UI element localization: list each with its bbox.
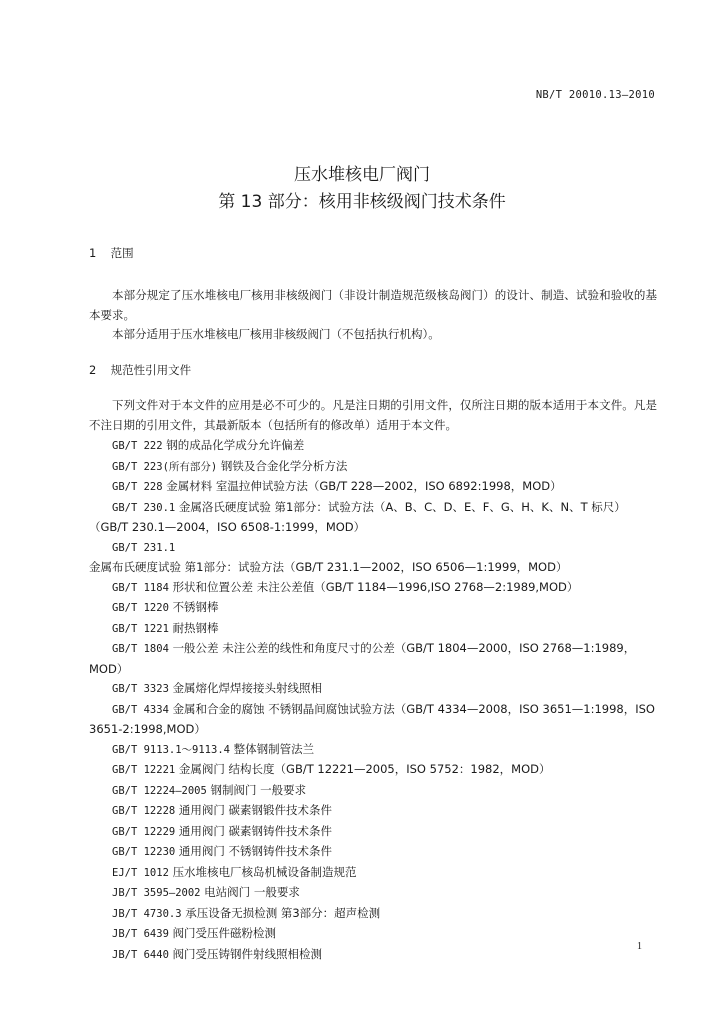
reference-code: GB/T 12224—2005 (112, 784, 207, 797)
reference-item (89, 801, 657, 822)
reference-title: 通用阀门 碳素钢铸件技术条件 (178, 823, 333, 838)
section-number: 2 (89, 363, 97, 377)
reference-item (89, 822, 657, 843)
reference-title: 耐热钢棒 (172, 620, 219, 635)
reference-title: 钢铁及合金化学分析方法 (220, 458, 348, 473)
reference-title: 金属阀门 结构长度（GB/T 12221—2005，ISO 5752：1982，MOD） (178, 762, 551, 776)
reference-title: 金属熔化焊焊接接头射线照相 (172, 681, 323, 695)
reference-title: 阀门受压铸钢件射线照相检测 (172, 946, 323, 961)
reference-title: 电站阀门 一般要求 (204, 885, 300, 899)
scope-paragraphs (89, 286, 657, 345)
reference-code: GB/T 12229 (112, 825, 176, 838)
reference-item (89, 781, 657, 802)
reference-item (89, 578, 657, 599)
reference-code: GB/T 222 (112, 440, 163, 452)
reference-title: 钢制阀门 一般要求 (210, 782, 307, 797)
reference-item (89, 760, 657, 781)
reference-item (89, 457, 657, 478)
reference-title: 通用阀门 碳素钢锻件技术条件 (178, 803, 333, 817)
reference-item (89, 945, 657, 966)
reference-title: 承压设备无损检测 第3部分：超声检测 (185, 905, 381, 920)
reference-title: 整体钢制管法兰 (233, 741, 315, 756)
reference-title: 金属和合金的腐蚀 不锈钢晶间腐蚀试验方法（GB/T 4334—2008，ISO 3651—1:1998，ISO 3651-2:1998,MOD） (89, 701, 655, 736)
reference-code: GB/T 231.1 (112, 541, 176, 554)
reference-item (89, 498, 657, 538)
reference-code: GB/T 230.1 (112, 501, 176, 514)
reference-title: 一般公差 未注公差的线性和角度尺寸的公差（GB/T 1804—2000，ISO 2768—1:1989，MOD） (89, 641, 636, 676)
reference-code: GB/T 228 (112, 481, 163, 493)
reference-title: 不锈钢棒 (172, 600, 219, 614)
reference-title: 金属材料 室温拉伸试验方法（GB/T 228—2002，ISO 6892:1998，MOD） (166, 479, 562, 493)
reference-item (89, 924, 657, 945)
reference-code: GB/T 1184 (112, 581, 169, 594)
page-number: 1 (637, 941, 642, 952)
reference-item (89, 740, 657, 761)
reference-title: 压水堆核电厂核岛机械设备制造规范 (172, 864, 357, 879)
reference-item (89, 639, 657, 679)
reference-code: JB/T 6440 (112, 948, 169, 961)
document-title: 压水堆核电厂阀门 (294, 165, 430, 185)
reference-code: GB/T 12230 (112, 846, 176, 858)
reference-code: GB/T 3323 (112, 683, 169, 695)
reference-item (89, 842, 657, 863)
section-title: 范围 (110, 246, 134, 260)
reference-code: GB/T 9113.1～9113.4 (112, 743, 230, 756)
reference-item (89, 436, 657, 457)
reference-title: 通用阀门 不锈钢铸件技术条件 (178, 844, 333, 858)
reference-title: 形状和位置公差 未注公差值（GB/T 1184—1996,ISO 2768—2:1989,MOD） (172, 579, 579, 594)
reference-code: GB/T 1804 (112, 643, 169, 655)
reference-title: 钢的成品化学成分允许偏差 (166, 438, 305, 452)
reference-code: JB/T 4730.3 (112, 907, 182, 920)
reference-code: GB/T 223(所有部分) (112, 460, 218, 473)
reference-code: GB/T 1221 (112, 622, 169, 635)
paragraph: 本部分适用于压水堆核电厂核用非核级阀门（不包括执行机构）。 (112, 327, 440, 341)
reference-item (89, 883, 657, 904)
paragraph: 下列文件对于本文件的应用是必不可少的。凡是注日期的引用文件，仅所注日期的版本适用于本文件。凡是不注日期的引用文件，其最新版本（包括所有的修改单）适用于本文件。 (89, 398, 657, 432)
paragraph: 本部分规定了压水堆核电厂核用非核级阀门（非设计制造规范级核岛阀门）的设计、制造、试验和验收的基本要求。 (89, 288, 657, 322)
reference-title: 阀门受压件磁粉检测 (172, 926, 277, 940)
reference-list (89, 436, 657, 965)
reference-code: GB/T 12221 (112, 764, 176, 776)
document-subtitle: 第 13 部分：核用非核级阀门技术条件 (218, 192, 506, 212)
reference-item (89, 619, 657, 640)
section-heading-references (89, 362, 191, 378)
reference-code: GB/T 4334 (112, 703, 169, 716)
reference-item (89, 863, 657, 884)
section-heading-scope (89, 245, 134, 261)
section-title: 规范性引用文件 (110, 363, 192, 377)
reference-item (89, 538, 657, 578)
reference-item (89, 679, 657, 700)
reference-code: EJ/T 1012 (112, 866, 169, 879)
references-intro (89, 396, 657, 435)
reference-code: JB/T 6439 (112, 928, 169, 940)
reference-code: JB/T 3595—2002 (112, 887, 201, 899)
reference-item (89, 598, 657, 619)
reference-code: GB/T 12228 (112, 805, 176, 817)
reference-title: 金属洛氏硬度试验 第1部分：试验方法（A、B、C、D、E、F、G、H、K、N、T 标尺）（GB/T 230.1—2004，ISO 6508-1:1999，MOD） (89, 499, 626, 534)
section-number: 1 (89, 246, 97, 260)
reference-item (89, 700, 657, 740)
reference-item (89, 477, 657, 498)
standard-code: NB/T 20010.13—2010 (535, 89, 655, 101)
reference-item (89, 904, 657, 925)
reference-title: 金属布氏硬度试验 第1部分：试验方法（GB/T 231.1—2002，ISO 6506—1:1999，MOD） (89, 560, 568, 574)
reference-code: GB/T 1220 (112, 602, 169, 614)
